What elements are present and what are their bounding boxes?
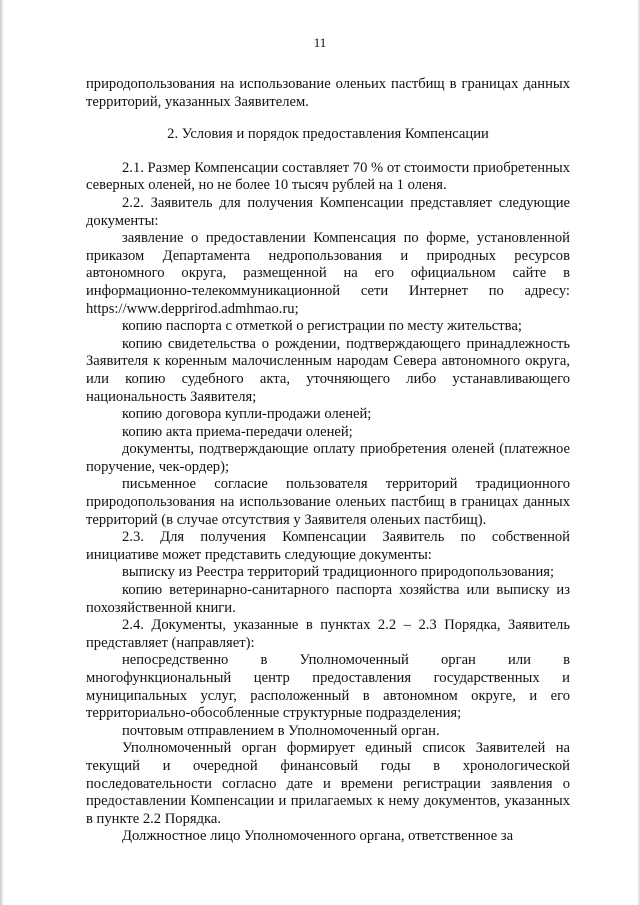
list-item-application: заявление о предоставлении Компенсация по форме, установленной приказом Департамента недропользования и природных ресурсов автономного округа, размещенной на его официальном сайте в информационно-телекоммуникационной сети Интернет по адресу: https://www.depprirod.admhmao.ru; <box>86 230 570 317</box>
paragraph-official: Должностное лицо Уполномоченного органа, ответственное за <box>122 828 514 845</box>
continuation-paragraph: природопользования на использование оленьих пастбищ в границах данных территорий, указанных Заявителем. <box>86 76 570 110</box>
list-item-registry-extract: выписку из Реестра территорий традиционного природопользования; <box>122 564 555 581</box>
list-item-written-consent: письменное согласие пользователя территорий традиционного природопользования на использование оленьих пастбищ в границах данных территорий (в случае отсутствия у Заявителя оленьих пастбищ). <box>86 476 570 528</box>
list-item-payment-documents: документы, подтверждающие оплату приобретения оленей (платежное поручение, чек-ордер); <box>86 441 570 475</box>
paragraph-applicant-list: Уполномоченный орган формирует единый список Заявителей на текущий и очередной финансовый годы в хронологической последовательности согласно дате и времени регистрации заявления о предоставлении Компенсации и прилагаемых к нему документов, указанных в пункте 2.2 Порядка. <box>86 740 570 827</box>
document-body <box>86 76 570 846</box>
list-item-sale-contract: копию договора купли-продажи оленей; <box>122 406 372 423</box>
list-item-veterinary-passport: копию ветеринарно-санитарного паспорта хозяйства или выписку из похозяйственной книги. <box>86 582 570 616</box>
paragraph-2-4: 2.4. Документы, указанные в пунктах 2.2 – 2.3 Порядка, Заявитель представляет (направляет): <box>86 617 570 651</box>
scan-edge-left <box>0 0 4 905</box>
paragraph-2-1: 2.1. Размер Компенсации составляет 70 % от стоимости приобретенных северных оленей, но не более 10 тысяч рублей на 1 оленя. <box>86 159 570 194</box>
list-item-birth-certificate: копию свидетельства о рождении, подтверждающего принадлежность Заявителя к коренным малочисленным народам Севера автономного округа, или копию судебного акта, уточняющего либо устанавливающего национальность Заявителя; <box>86 335 570 405</box>
list-item-passport: копию паспорта с отметкой о регистрации по месту жительства; <box>122 318 522 335</box>
paragraph-2-3: 2.3. Для получения Компенсации Заявитель по собственной инициативе может представить следующие документы: <box>86 529 570 563</box>
list-item-submission-post: почтовым отправлением в Уполномоченный орган. <box>122 722 440 739</box>
list-item-submission-directly: непосредственно в Уполномоченный орган или в многофункциональный центр предоставления государственных и муниципальных услуг, расположенный в автономном округе, и его территориально-обособленные структурные подразделения; <box>86 652 570 722</box>
list-item-transfer-act: копию акта приема-передачи оленей; <box>122 423 353 440</box>
section-heading: 2. Условия и порядок предоставления Компенсации <box>167 126 489 143</box>
paragraph-2-2: 2.2. Заявитель для получения Компенсации представляет следующие документы: <box>86 194 570 229</box>
page-number: 11 <box>313 35 327 50</box>
